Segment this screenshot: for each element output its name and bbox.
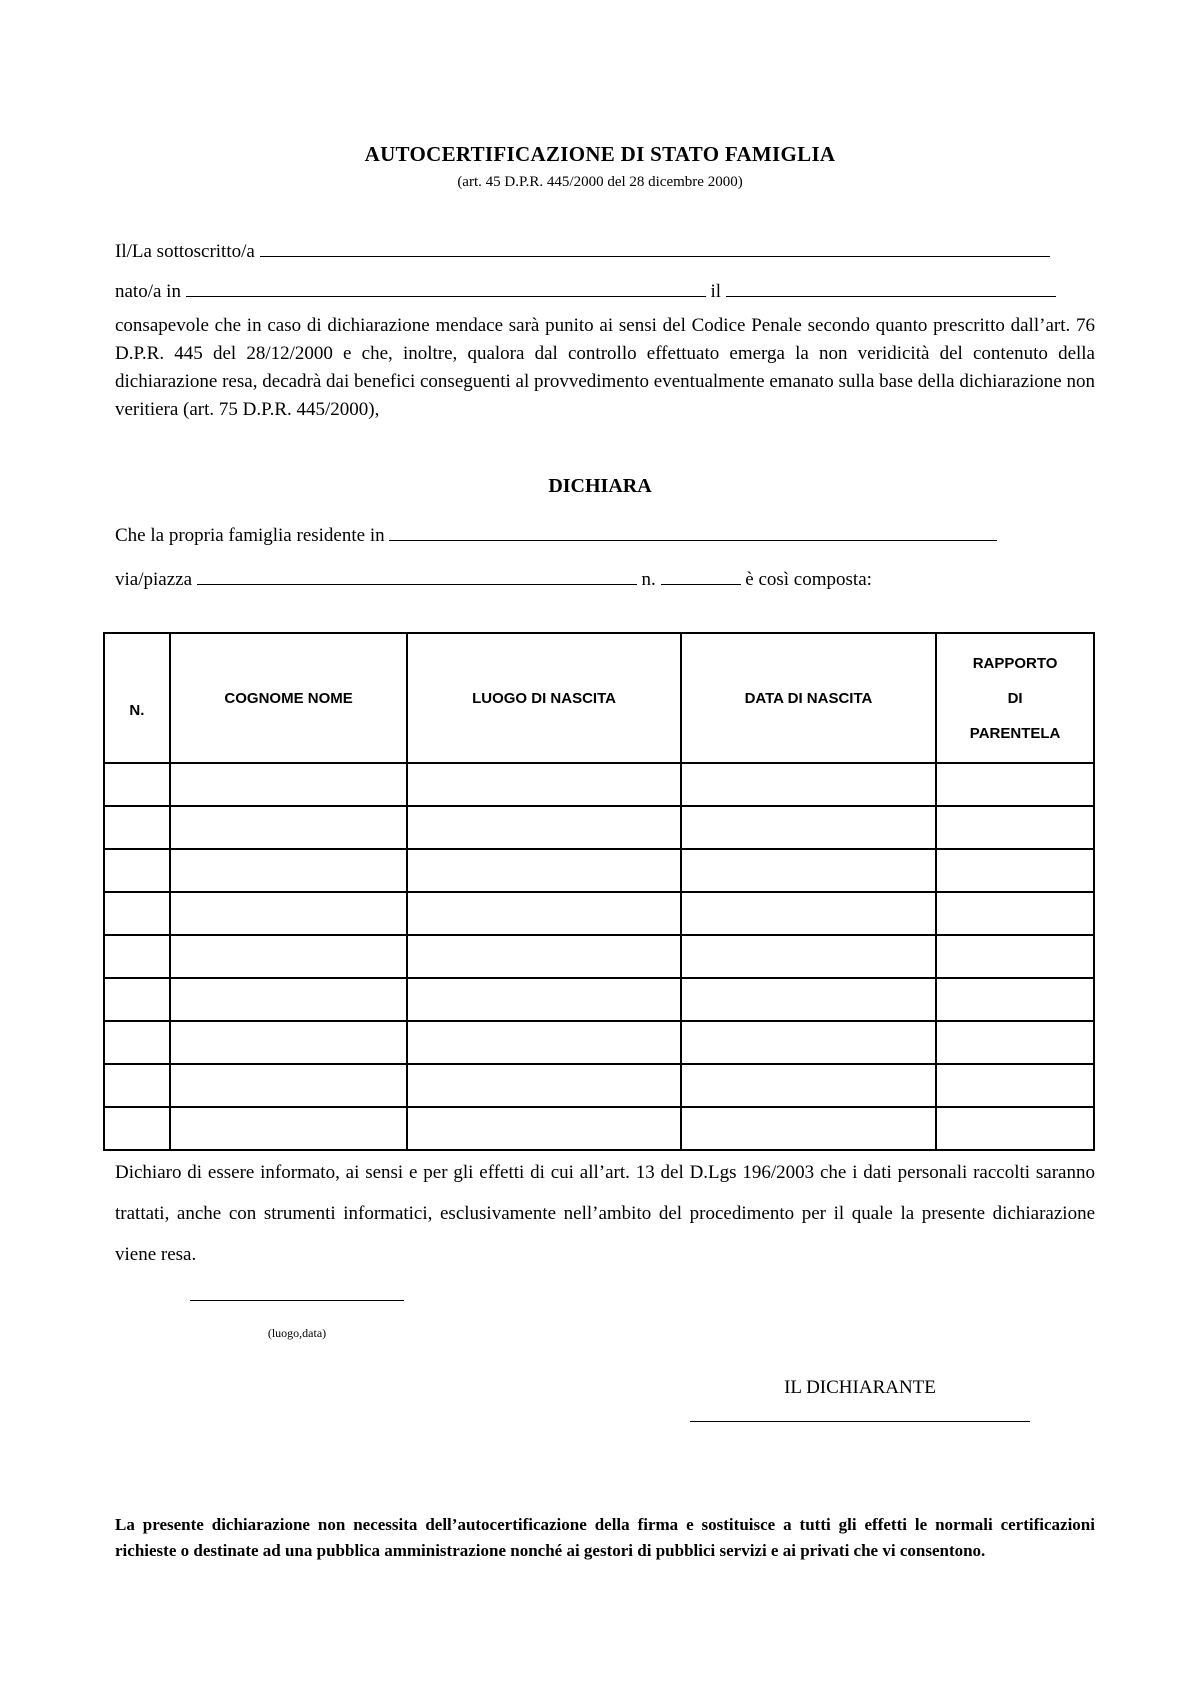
cell-data-nascita[interactable] [681,1064,936,1107]
header-data-nascita: DATA DI NASCITA [681,633,936,763]
cell-cognome-nome[interactable] [170,1064,408,1107]
dichiarante-label: IL DICHIARANTE [784,1377,936,1398]
sottoscritto-field[interactable] [260,238,1050,257]
cell-data-nascita[interactable] [681,978,936,1021]
comune-residenza-field[interactable] [389,522,997,541]
cell-n[interactable] [104,763,170,806]
cell-n[interactable] [104,935,170,978]
cell-n[interactable] [104,849,170,892]
dichiara-heading: DICHIARA [548,475,652,497]
cell-n[interactable] [104,978,170,1021]
luogo-data-label: (luogo,data) [267,1326,327,1340]
cell-n[interactable] [104,1107,170,1150]
numero-civico-field[interactable] [661,566,741,585]
cell-data-nascita[interactable] [681,1107,936,1150]
table-row [104,806,1094,849]
composta-label: è così composta: [745,569,872,590]
consapevole-paragraph: consapevole che in caso di dichiarazione mendace sarà punito ai sensi del Codice Penale secondo quanto prescritto dall’art. 76 D.P.R. 445 del 28/12/2000 e che, inoltre, qualora dal controllo effettuato emerga la non veridicità del contenuto della dichiarazione resa, decadrà dai benefici conseguenti al provvedimento eventualmente emanato sulla base della dichiarazione non veritiera (art. 75 D.P.R. 445/2000), [115,315,1095,420]
table-row [104,1064,1094,1107]
luogo-nascita-field[interactable] [186,278,706,297]
cell-rapporto-parentela[interactable] [936,892,1094,935]
cell-data-nascita[interactable] [681,849,936,892]
cell-cognome-nome[interactable] [170,1107,408,1150]
cell-rapporto-parentela[interactable] [936,935,1094,978]
cell-n[interactable] [104,1064,170,1107]
table-row [104,763,1094,806]
cell-data-nascita[interactable] [681,1021,936,1064]
header-rapporto-parentela [936,633,1094,763]
numero-label: n. [641,569,656,590]
table-row [104,1107,1094,1150]
cell-data-nascita[interactable] [681,806,936,849]
header-n: N. [104,633,170,763]
document-subtitle: (art. 45 D.P.R. 445/2000 del 28 dicembre 2000) [457,174,743,190]
cell-rapporto-parentela[interactable] [936,1107,1094,1150]
cell-rapporto-parentela[interactable] [936,806,1094,849]
cell-luogo-nascita[interactable] [407,806,680,849]
cell-luogo-nascita[interactable] [407,1107,680,1150]
cell-luogo-nascita[interactable] [407,1064,680,1107]
via-field[interactable] [197,566,637,585]
cell-data-nascita[interactable] [681,935,936,978]
residente-label: Che la propria famiglia residente in [115,525,385,546]
header-rapporto-line1: RAPPORTO [972,654,1058,672]
privacy-paragraph: Dichiaro di essere informato, ai sensi e per gli effetti di cui all’art. 13 del D.Lgs 196/2003 che i dati personali raccolti saranno trattati, anche con strumenti informatici, esclusivamente nell’ambito del procedimento per il quale la presente dichiarazione viene resa. [115,1162,1095,1265]
header-luogo-nascita: LUOGO DI NASCITA [407,633,680,763]
cell-n[interactable] [104,1021,170,1064]
cell-luogo-nascita[interactable] [407,935,680,978]
table-row [104,892,1094,935]
table-row [104,935,1094,978]
cell-luogo-nascita[interactable] [407,849,680,892]
cell-cognome-nome[interactable] [170,1021,408,1064]
document-title: AUTOCERTIFICAZIONE DI STATO FAMIGLIA [364,142,836,166]
header-rapporto-line3: PARENTELA [969,724,1061,742]
sottoscritto-row [115,238,1050,263]
cell-data-nascita[interactable] [681,892,936,935]
il-label: il [710,281,722,302]
sottoscritto-label: Il/La sottoscritto/a [115,241,255,262]
family-table [103,632,1095,1151]
table-row [104,978,1094,1021]
cell-data-nascita[interactable] [681,763,936,806]
cell-n[interactable] [104,892,170,935]
cell-luogo-nascita[interactable] [407,763,680,806]
cell-luogo-nascita[interactable] [407,892,680,935]
cell-rapporto-parentela[interactable] [936,1021,1094,1064]
table-row [104,1021,1094,1064]
cell-cognome-nome[interactable] [170,763,408,806]
cell-cognome-nome[interactable] [170,806,408,849]
header-cognome-nome: COGNOME NOME [170,633,408,763]
cell-luogo-nascita[interactable] [407,978,680,1021]
cell-cognome-nome[interactable] [170,849,408,892]
nato-label: nato/a in [115,281,181,302]
indirizzo-row [115,566,872,591]
data-nascita-field[interactable] [726,278,1056,297]
table-row [104,849,1094,892]
table-header-row [104,633,1094,763]
residenza-row [115,522,997,547]
nascita-row [115,278,1056,303]
dichiarante-signature-field[interactable] [690,1421,1030,1422]
cell-rapporto-parentela[interactable] [936,849,1094,892]
cell-n[interactable] [104,806,170,849]
via-label: via/piazza [115,569,193,590]
cell-rapporto-parentela[interactable] [936,978,1094,1021]
cell-luogo-nascita[interactable] [407,1021,680,1064]
header-rapporto-line2: DI [1007,689,1023,707]
cell-cognome-nome[interactable] [170,978,408,1021]
family-table-body [104,763,1094,1150]
cell-cognome-nome[interactable] [170,892,408,935]
cell-cognome-nome[interactable] [170,935,408,978]
cell-rapporto-parentela[interactable] [936,763,1094,806]
footer-note: La presente dichiarazione non necessita dell’autocertificazione della firma e sostituisce a tutti gli effetti le normali certificazioni richieste o destinate ad una pubblica amministrazione nonché ai gestori di pubblici servizi e ai privati che vi consentono. [115,1515,1095,1560]
luogo-data-field[interactable] [190,1300,404,1301]
cell-rapporto-parentela[interactable] [936,1064,1094,1107]
